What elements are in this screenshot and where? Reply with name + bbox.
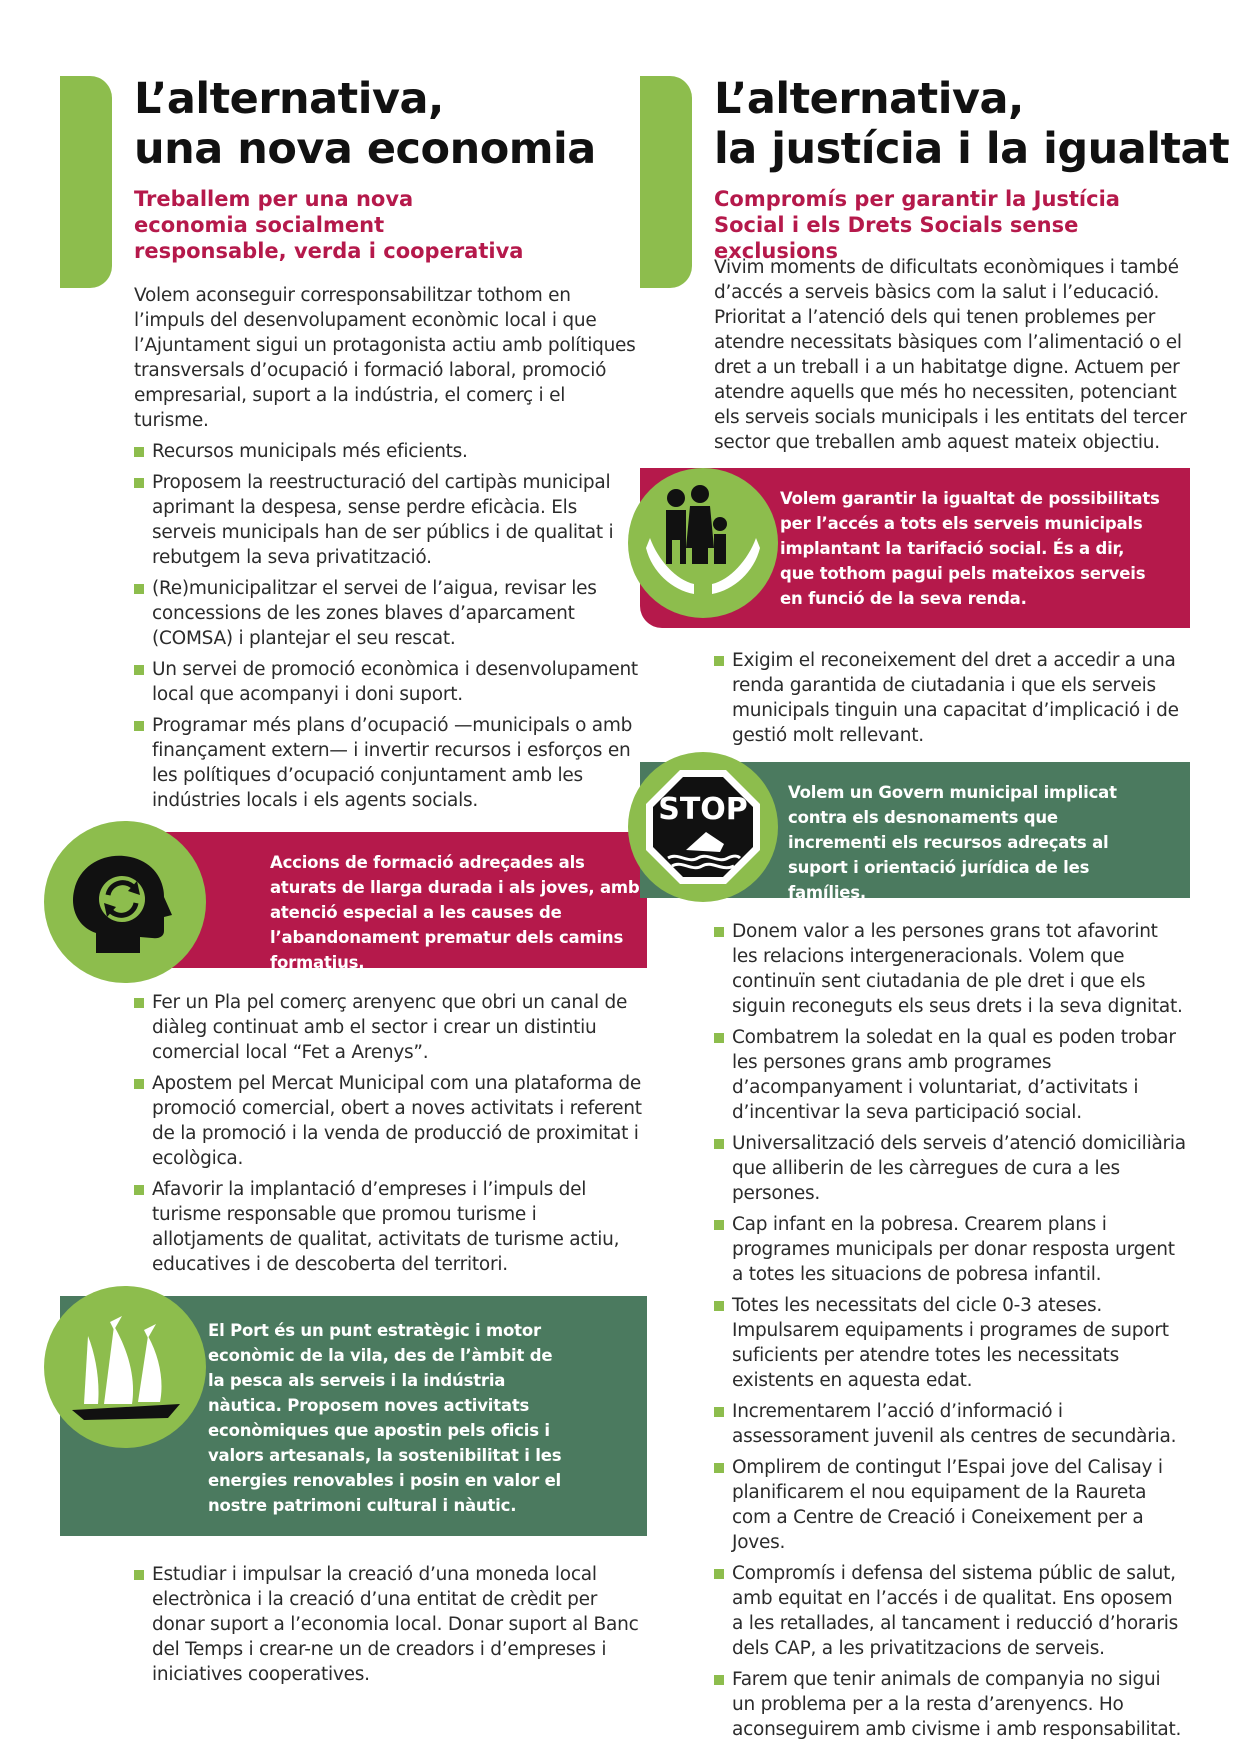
title-line-1: L’alternativa,	[714, 74, 1024, 124]
list-item: Incrementarem l’acció d’informació i assessorament juvenil als centres de secundària.	[714, 1399, 1188, 1449]
list-item: Afavorir la implantació d’empreses i l’impuls del turisme responsable que promou turisme i allotjaments de qualitat, activitats de turisme actiu, educatives i de descoberta del territori.	[134, 1177, 644, 1277]
bullet-list	[134, 439, 644, 813]
subtitle: Compromís per garantir la Justícia Social i els Drets Socials sense exclusions	[714, 187, 1120, 263]
title-line-2: la justícia i la igualtat	[714, 124, 1230, 174]
family-hands-icon	[628, 468, 778, 618]
page-title	[134, 74, 596, 174]
list-item: (Re)municipalitzar el servei de l’aigua, revisar les concessions de les zones blaves d’aparcament (COMSA) i plantejar el seu rescat.	[134, 576, 644, 651]
list-item: Cap infant en la pobresa. Crearem plans i programes municipals per donar resposta urgent a totes les situacions de pobresa infantil.	[714, 1212, 1188, 1287]
title-line-1: L’alternativa,	[134, 74, 444, 124]
list-item: Fer un Pla pel comerç arenyenc que obri un canal de diàleg continuat amb el sector i crear un distintiu comercial local “Fet a Arenys”.	[134, 990, 644, 1065]
callout-text: Volem un Govern municipal implicat contra els desnonaments que incrementi els recursos adreçats al suport i orientació jurídica de les famílies.	[788, 783, 1117, 902]
subtitle: Treballem per una nova economia socialment responsable, verda i cooperativa	[134, 187, 524, 263]
sailboat-icon	[44, 1286, 206, 1448]
callout-box	[140, 832, 647, 972]
intro-paragraph: Volem aconseguir corresponsabilitzar tothom en l’impuls del desenvolupament econòmic local i que l’Ajuntament sigui un protagonista actiu amb polítiques transversals d’ocupació i formació laboral, promoció empresarial, suport a la indústria, el comerç i el turisme.	[134, 285, 636, 431]
list-item: Exigim el reconeixement del dret a accedir a una renda garantida de ciutadania i que els serveis municipals tinguin una capacitat d’implicació i de gestió molt rellevant.	[714, 648, 1188, 748]
list-item: Programar més plans d’ocupació —municipals o amb finançament extern— i invertir recursos i esforços en les polítiques d’ocupació conjuntament amb les indústries locals i els agents socials.	[134, 713, 644, 813]
bullet-list	[134, 990, 644, 1277]
list-item: Proposem la reestructuració del cartipàs municipal aprimant la despesa, sense perdre eficàcia. Els serveis municipals han de ser públics i de qualitat i rebutgem la seva privatització.	[134, 470, 644, 570]
head-refresh-icon	[44, 821, 206, 983]
bullet-list	[714, 919, 1188, 1742]
stop-sign-icon	[628, 752, 778, 902]
callout-text: El Port és un punt estratègic i motor econòmic de la vila, des de l’àmbit de la pesca als serveis i la indústria nàutica. Proposem noves activitats econòmiques que apostin pels oficis i valors artesanals, la sostenibilitat i les energies renovables i posin en valor el nostre patrimoni cultural i nàutic.	[208, 1321, 562, 1515]
accent-bar	[60, 76, 112, 288]
list-item: Omplirem de contingut l’Espai jove del Calisay i planificarem el nou equipament de la Raureta com a Centre de Creació i Coneixement per a Joves.	[714, 1455, 1188, 1555]
list-item: Apostem pel Mercat Municipal com una plataforma de promoció comercial, obert a noves activitats i referent de la promoció i la venda de producció de proximitat i ecològica.	[134, 1071, 644, 1171]
right-body-3	[714, 919, 1188, 1748]
list-item: Totes les necessitats del cicle 0-3 ateses. Impulsarem equipaments i programes de suport suficients per atendre totes les necessitats existents en aquesta edat.	[714, 1293, 1188, 1393]
left-body-1	[134, 283, 644, 819]
list-item: Compromís i defensa del sistema públic de salut, amb equitat en l’accés i de qualitat. Ens oposem a les retallades, al tancament i reducció d’horaris dels CAP, a les privatitzacions de serveis.	[714, 1561, 1188, 1661]
list-item: Recursos municipals més eficients.	[134, 439, 644, 464]
page-title	[714, 74, 1229, 174]
callout-text: Accions de formació adreçades als aturats de llarga durada i als joves, amb atenció especial a les causes de l’abandonament prematur dels camins formatius.	[270, 853, 640, 972]
right-body-1	[714, 255, 1188, 461]
list-item: Un servei de promoció econòmica i desenvolupament local que acompanyi i doni suport.	[134, 657, 644, 707]
list-item: Donem valor a les persones grans tot afavorint les relacions intergeneracionals. Volem que continuïn sent ciutadania de ple dret i que els siguin reconeguts els seus drets i la seva dignitat.	[714, 919, 1188, 1019]
list-item: Estudiar i impulsar la creació d’una moneda local electrònica i la creació d’una entitat de crèdit per donar suport a l’economia local. Donar suport al Banc del Temps i crear-ne un de creadors i d’empreses i iniciatives cooperatives.	[134, 1562, 644, 1687]
stop-label: STOP	[658, 792, 748, 827]
right-body-2	[714, 648, 1188, 754]
list-item: Universalització dels serveis d’atenció domiciliària que alliberin de les càrregues de cura a les persones.	[714, 1131, 1188, 1206]
list-item: Combatrem la soledat en la qual es poden trobar les persones grans amb programes d’acompanyament i voluntariat, d’activitats i d’incentivar la seva participació social.	[714, 1025, 1188, 1125]
left-body-2	[134, 990, 644, 1283]
accent-bar	[640, 76, 692, 288]
left-body-3	[134, 1562, 644, 1693]
bullet-list	[714, 648, 1188, 748]
list-item: Farem que tenir animals de companyia no sigui un problema per a la resta d’arenyencs. Ho aconseguirem amb civisme i amb responsabilitat.	[714, 1667, 1188, 1742]
callout-text: Volem garantir la igualtat de possibilitats per l’accés a tots els serveis municipals implantant la tarifació social. És a dir, que tothom pagui pels mateixos serveis en funció de la seva renda.	[780, 489, 1160, 608]
left-header	[60, 74, 596, 288]
intro-paragraph: Vivim moments de dificultats econòmiques i també d’accés a serveis bàsics com la salut i l’educació. Prioritat a l’atenció dels qui tenen problemes per atendre necessitats bàsiques com l’alimentació o el dret a un treball i a un habitatge digne. Actuem per atendre aquells que més ho necessiten, potenciant els serveis socials municipals i les entitats del tercer sector que treballen amb aquest mateix objectiu.	[714, 257, 1187, 453]
bullet-list	[134, 1562, 644, 1687]
title-line-2: una nova economia	[134, 124, 596, 174]
